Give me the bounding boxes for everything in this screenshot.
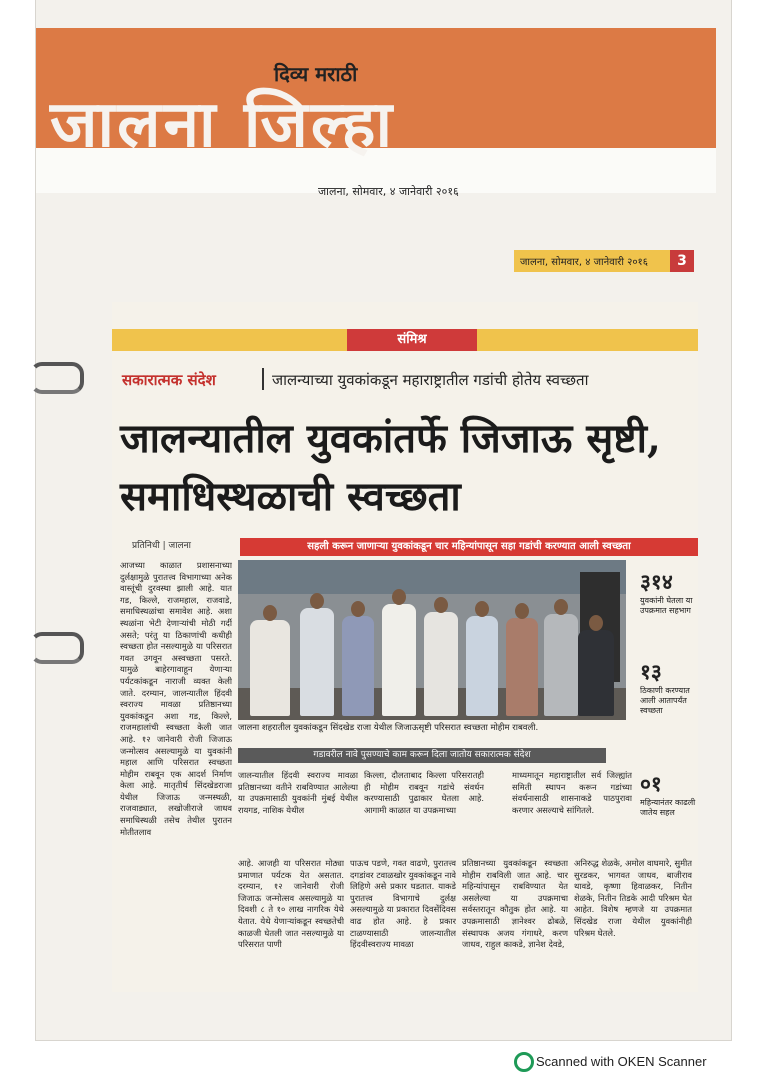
- binder-ring: [30, 362, 84, 394]
- stat-text: महिन्यानंतर काढली जातेय सहल: [640, 798, 696, 817]
- photo-subbar: गडावरील नावे पुसण्याचे काम करून दिला जातोय सकारात्मक संदेश: [238, 748, 606, 763]
- stat-number: ३१४: [640, 569, 673, 594]
- column-b2: पाऊच पडणे, गवत वाढणे, पुरातत्त्व दगडांवर टवाळखोर युवकांकडून नावे लिहिणे असे प्रकार घडतात. याकडे पुरातत्त्व विभागाचे दुर्लक्ष असल्यामुळे या प्रकारात दिवसेंदिवस वाढ होत आहे. हे प्रकार टाळण्यासाठी जालन्यातील हिंदवीस्वराज्य मावळा: [350, 858, 456, 950]
- page-number: 3: [670, 250, 694, 272]
- section-label: संमिश्र: [347, 329, 477, 351]
- masthead: [36, 28, 716, 198]
- stat-block: [640, 660, 698, 716]
- kicker-label: सकारात्मक संदेश: [122, 371, 216, 389]
- page-date: जालना, सोमवार, ४ जानेवारी २०१६: [520, 257, 648, 268]
- stat-text: युवकांनी घेतला या उपक्रमात सहभाग: [640, 596, 693, 615]
- masthead-date: जालना, सोमवार, ४ जानेवारी २०१६: [318, 185, 459, 198]
- scanner-logo-icon: [514, 1052, 534, 1072]
- photo-person: [544, 614, 578, 716]
- byline: प्रतिनिधी | जालना: [132, 541, 191, 551]
- brand-name: दिव्य मराठी: [274, 62, 358, 86]
- kicker-text: जालन्याच्या युवकांकडून महाराष्ट्रातील गडांची होतेय स्वच्छता: [272, 371, 589, 389]
- stat-text: ठिकाणी करण्यात आली आतापर्यंत स्वच्छता: [640, 686, 690, 715]
- column-a1: जालन्यातील हिंदवी स्वराज्य मावळा प्रतिष्ठानच्या वतीने राबविण्यात आलेल्या या उपक्रमासाठी युवकांनी मुंबई येथील रायगड, नाशिक येथील: [238, 770, 358, 815]
- headline: जालन्यातील युवकांतर्फे जिजाऊ सृष्टी, समाधिस्थळाची स्वच्छता: [120, 415, 661, 520]
- photo-ceiling: [238, 560, 626, 594]
- column-b4: अनिरुद्ध शेळके, अमोल वाघमारे, सुमीत सुरडकर, भागवत जाधव, बाजीराव थावडे, कृष्णा हिवाळकर, नितीन शेळके, नितीन तिडके आदी परिश्रम घेत आहेत. विशेष म्हणजे या उपक्रमात सिंदखेड राजा येथील युवकांनीही परिश्रम घेतले.: [574, 858, 692, 938]
- group-photo: [238, 560, 626, 720]
- stat-number: १३: [640, 659, 662, 684]
- column-a2: किल्ला, दौलताबाद किल्ला परिसरातही ही मोहीम राबवून गडांचे संवर्धन करण्यासाठी पुढाकार घेतला आहे. आगामी काळात या उपक्रमाच्या: [364, 770, 484, 815]
- masthead-title: जालना जिल्हा: [50, 87, 396, 162]
- scanner-watermark: Scanned with OKEN Scanner: [536, 1054, 707, 1069]
- column-a3: माध्यमातून महाराष्ट्रातील सर्व जिल्ह्यांत समिती स्थापन करून गडांच्या संवर्धनासाठी शासनाकडे पाठपुरावा करणार असल्याचे सांगितले.: [512, 770, 632, 815]
- kicker-divider: [262, 368, 264, 390]
- page-date-strip: [514, 250, 694, 272]
- photo-person: [506, 618, 538, 716]
- photo-person: [382, 604, 416, 716]
- photo-person: [300, 608, 334, 716]
- photo-person: [466, 616, 498, 716]
- column-left: आजच्या काळात प्रशासनाच्या दुर्लक्षामुळे पुरातत्त्व विभागाच्या अनेक वास्तूंची दुरवस्था झाली आहे. यात गड, किल्ले, राजमहाल, राजवाडे, समाधिस्थळांचा समावेश आहे. अशा स्थळांना भेटी देणाऱ्यांची मोठी गर्दी असते; परंतु या ठिकाणांची कधीही स्वच्छता होत नसल्यामुळे या परिसरात गवत उगवून अस्वच्छता पसरते. यामुळे बाहेरगावाहून येणाऱ्या पर्यटकांकडून नाराजी व्यक्त केली जाते. दरम्यान, जालन्यातील हिंदवी स्वराज्य मावळा प्रतिष्ठानच्या युवकांकडून अशा गड, किल्ले, राजमहालांची स्वच्छता केली जात आहे. १२ जानेवारी रोजी जिजाऊ जन्मोत्सव असल्यामुळे या युवकांनी महाल आणि परिसरात स्वच्छता मोहीम राबवून एक आदर्श निर्माण केला आहे. मातृतीर्थ सिंदखेडराजा येथील जिजाऊ जन्मस्थळी, राजवाड्यात, लखोजीराजे जाधव समाधिस्थळी तसेच तेथील पुरातन मोतीतलाव: [120, 560, 232, 837]
- stat-number: ०१: [640, 771, 662, 796]
- column-b3: प्रतिष्ठानच्या युवकांकडून स्वच्छता मोहीम राबविली जात आहे. चार महिन्यांपासून राबविण्यात येत असलेल्या या उपक्रमाचा सर्वस्तरातून कौतुक होत आहे. या उपक्रमासाठी ज्ञानेश्वर ढोबळे, संस्थापक अजय गंगाधरे, करण जाधव, राहुल काकडे, ज्ञानेश देवडे,: [462, 858, 568, 950]
- photo-person: [578, 630, 614, 716]
- photo-person: [250, 620, 290, 716]
- photo-person: [424, 612, 458, 716]
- article: [112, 302, 698, 992]
- stat-block: [640, 570, 698, 616]
- column-b1: आहे. आजही या परिसरात मोठ्या प्रमाणात पर्यटक येत असतात. दरम्यान, १२ जानेवारी रोजी जिजाऊ जन्मोत्सव असल्यामुळे या दिवशी ८ ते १० लाख नागरिक येथे येतात. येथे येणाऱ्यांकडून स्वच्छतेची काळजी घेतली जात नसल्यामुळे या परिसरात पाणी: [238, 858, 344, 950]
- subhead-bar: सहली करून जाणाऱ्या युवकांकडून चार महिन्यांपासून सहा गडांची करण्यात आली स्वच्छता: [240, 538, 698, 556]
- binder-ring: [30, 632, 84, 664]
- photo-caption: जालना शहरातील युवकांकडून सिंदखेड राजा येथील जिजाऊसृष्टी परिसरात स्वच्छता मोहीम राबवली.: [238, 723, 539, 733]
- photo-person: [342, 616, 374, 716]
- stat-block: [640, 772, 698, 818]
